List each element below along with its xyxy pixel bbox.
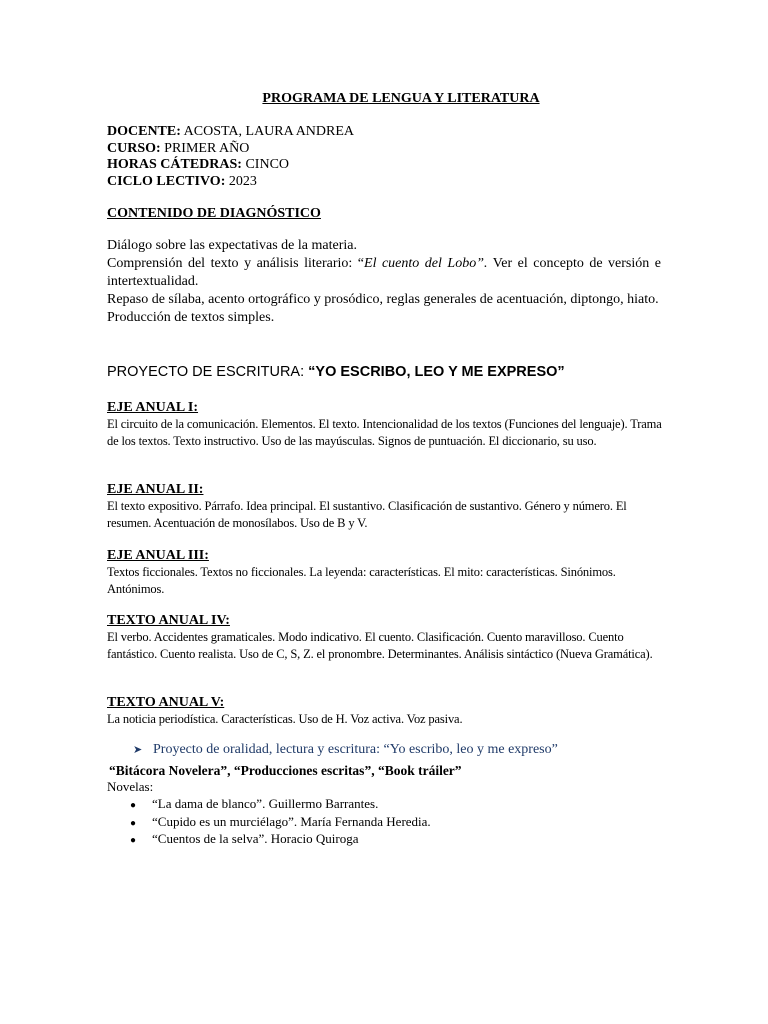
activities-line: “Bitácora Novelera”, “Producciones escritas”, “Book tráiler” bbox=[109, 763, 462, 778]
bullet-icon: ● bbox=[130, 835, 137, 846]
docente-label: DOCENTE: bbox=[107, 124, 181, 139]
eje-heading: TEXTO ANUAL IV: bbox=[107, 613, 230, 628]
diagnostico-paragraph: Producción de textos simples. bbox=[107, 310, 275, 325]
list-item bbox=[130, 795, 431, 813]
horas-line bbox=[107, 157, 354, 174]
novela-text: “Cuentos de la selva”. Horacio Quiroga bbox=[152, 831, 359, 846]
eje-anual-1 bbox=[107, 399, 667, 450]
eje-text: El verbo. Accidentes gramaticales. Modo indicativo. El cuento. Clasificación. Cuento maravilloso. Cuento fantástico. Cuento realista. Uso de C, S, Z. el pronombre. Determinantes. Análisis sintáctico (Nueva Gramática). bbox=[107, 630, 653, 661]
ciclo-value: 2023 bbox=[225, 173, 257, 189]
eje-heading: EJE ANUAL III: bbox=[107, 548, 209, 563]
story-title: El cuento del Lobo”. bbox=[364, 256, 488, 271]
eje-heading: EJE ANUAL I: bbox=[107, 400, 199, 415]
document-title: PROGRAMA DE LENGUA Y LITERATURA bbox=[262, 91, 540, 106]
curso-label: CURSO: bbox=[107, 140, 161, 156]
novelas-label: Novelas: bbox=[107, 779, 154, 794]
course-info bbox=[107, 124, 354, 190]
list-item bbox=[130, 830, 431, 848]
oralidad-text: Proyecto de oralidad, lectura y escritura: “Yo escribo, leo y me expreso” bbox=[153, 742, 558, 757]
eje-text: Textos ficcionales. Textos no ficcionales. La leyenda: características. El mito: características. Sinónimos. Antónimos. bbox=[107, 565, 616, 596]
horas-value: CINCO bbox=[241, 157, 290, 172]
diagnostico-paragraph bbox=[107, 255, 661, 291]
diagnostico-text: Ver el concepto de versión e intertextualidad. bbox=[107, 256, 661, 289]
diagnostico-paragraph: Diálogo sobre las expectativas de la materia. bbox=[107, 238, 357, 253]
novela-text: “Cupido es un murciélago”. María Fernanda Heredia. bbox=[152, 813, 431, 829]
diagnostico-paragraph: Repaso de sílaba, acento ortográfico y prosódico, reglas generales de acentuación, diptongo, hiato. bbox=[107, 292, 659, 307]
novelas-list bbox=[130, 795, 431, 848]
bullet-icon: ● bbox=[130, 800, 137, 811]
eje-heading: EJE ANUAL II: bbox=[107, 482, 204, 497]
eje-heading: TEXTO ANUAL V: bbox=[107, 695, 225, 710]
diagnostico-text: Comprensión del texto y análisis literario: “ bbox=[107, 256, 365, 271]
diagnostico-body bbox=[107, 237, 661, 327]
eje-anual-2 bbox=[107, 481, 667, 532]
ciclo-label: CICLO LECTIVO: bbox=[107, 173, 226, 189]
ciclo-line bbox=[107, 174, 354, 191]
novela-text: “La dama de blanco”. Guillermo Barrantes. bbox=[152, 796, 379, 811]
proyecto-label: PROYECTO DE ESCRITURA: bbox=[107, 364, 309, 380]
curso-value: PRIMER AÑO bbox=[160, 140, 250, 156]
texto-anual-5 bbox=[107, 694, 667, 728]
eje-text: El texto expositivo. Párrafo. Idea principal. El sustantivo. Clasificación de sustantivo. Género y número. El resumen. Acentuación de monosílabos. Uso de B y V. bbox=[107, 499, 627, 530]
eje-text: El circuito de la comunicación. Elementos. El texto. Intencionalidad de los textos (Funciones del lenguaje). Trama de los textos. Texto instructivo. Uso de las mayúsculas. Signos de puntuación. El diccionario, su uso. bbox=[107, 417, 662, 448]
proyecto-name: “YO ESCRIBO, LEO Y ME EXPRESO” bbox=[308, 364, 565, 380]
bullet-icon: ● bbox=[130, 817, 137, 829]
eje-anual-3 bbox=[107, 547, 667, 598]
eje-text: La noticia periodística. Características. Uso de H. Voz activa. Voz pasiva. bbox=[107, 712, 463, 726]
diagnostico-heading: CONTENIDO DE DIAGNÓSTICO bbox=[107, 206, 321, 221]
oralidad-project bbox=[133, 742, 558, 758]
list-item bbox=[130, 813, 431, 831]
horas-label: HORAS CÁTEDRAS: bbox=[107, 157, 242, 172]
proyecto-escritura bbox=[107, 364, 565, 380]
docente-value: ACOSTA, LAURA ANDREA bbox=[180, 124, 355, 139]
texto-anual-4 bbox=[107, 612, 667, 663]
curso-line bbox=[107, 141, 354, 158]
docente-line bbox=[107, 124, 354, 141]
arrow-bullet-icon: ➤ bbox=[133, 744, 143, 756]
